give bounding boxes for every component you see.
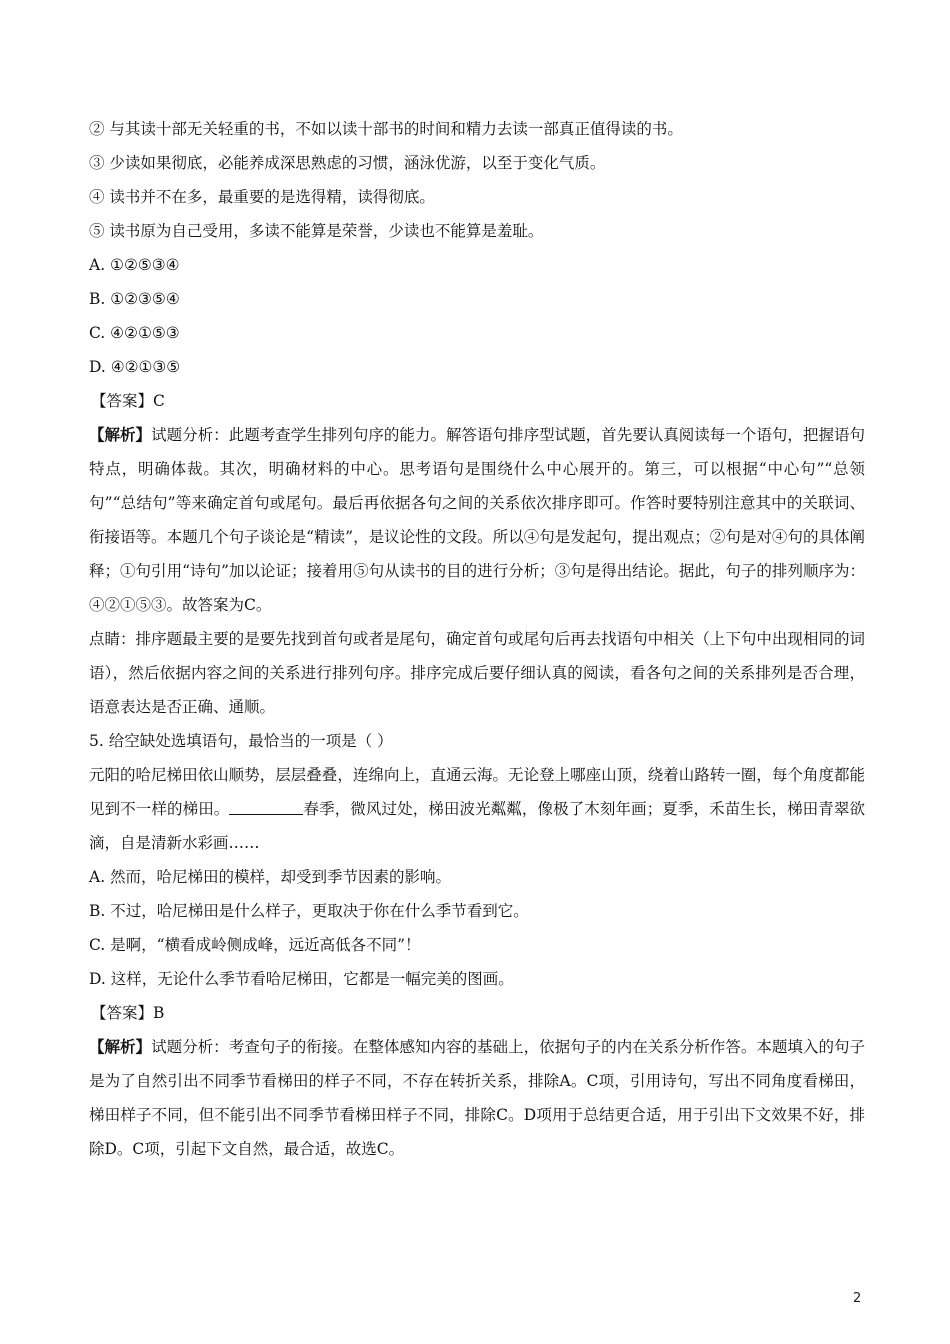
q5-option-c: C. 是啊，“横看成岭侧成峰，远近高低各不同”！	[89, 936, 421, 954]
q5-passage-after: 春季，微风过处，梯田波光粼粼，像极了木刻年画；夏季，禾苗生长，梯田青翠欲滴，自是清新水彩画……	[89, 800, 865, 852]
sentence-3: ③ 少读如果彻底，必能养成深思熟虑的习惯，涵泳优游，以至于变化气质。	[89, 154, 606, 172]
q5-analysis-text: 试题分析：考查句子的衔接。在整体感知内容的基础上，依据句子的内在关系分析作答。本题填入的句子是为了自然引出不同季节看梯田的样子不同，不存在转折关系，排除A。C项，引用诗句，写出不同角度看梯田，梯田样子不同，但不能引出不同季节看梯田样子不同，排除C。D项用于总结更合适，用于引出下文效果不好，排除D。C项，引起下文自然，最合适，故选C。	[89, 1038, 865, 1158]
q4-tip: 点睛：排序题最主要的是要先找到首句或者是尾句，确定首句或尾句后再去找语句中相关（上下句中出现相同的词语），然后依据内容之间的关系进行排列句序。排序完成后要仔细认真的阅读，看各句之间的关系排列是否合理，语意表达是否正确、通顺。	[89, 630, 865, 716]
q5-analysis-label: 【解析】	[89, 1037, 152, 1056]
q5-analysis	[89, 1030, 865, 1166]
q5-option-a: A. 然而，哈尼梯田的模样，却受到季节因素的影响。	[89, 868, 452, 886]
q5-stem: 5. 给空缺处选填语句，最恰当的一项是（ ）	[89, 732, 393, 750]
q5-passage	[89, 758, 865, 860]
q4-option-d: D. ④②①③⑤	[89, 358, 181, 376]
sentence-4: ④ 读书并不在多，最重要的是选得精，读得彻底。	[89, 188, 435, 206]
q4-option-c: C. ④②①⑤③	[89, 324, 180, 342]
q5-option-b: B. 不过，哈尼梯田是什么样子，更取决于你在什么季节看到它。	[89, 902, 529, 920]
sentence-5: ⑤ 读书原为自己受用，多读不能算是荣誉，少读也不能算是羞耻。	[89, 222, 544, 240]
q4-analysis-label: 【解析】	[89, 425, 152, 444]
q4-option-b: B. ①②③⑤④	[89, 290, 180, 308]
q5-option-d: D. 这样，无论什么季节看哈尼梯田，它都是一幅完美的图画。	[89, 970, 514, 988]
q5-answer	[89, 996, 865, 1030]
document-page	[89, 112, 865, 1166]
q5-answer-label: 【答案】	[91, 1004, 154, 1022]
page-number: 2	[853, 1291, 862, 1306]
q4-answer-value: C	[153, 392, 165, 410]
q4-answer-label: 【答案】	[91, 392, 154, 410]
q4-analysis-text: 试题分析：此题考查学生排列句序的能力。解答语句排序型试题，首先要认真阅读每一个语句，把握语句特点，明确体裁。其次，明确材料的中心。思考语句是围绕什么中心展开的。第三，可以根据“中心句”“总领句”“总结句”等来确定首句或尾句。最后再依据各句之间的关系依次排序即可。作答时要特别注意其中的关联词、衔接语等。本题几个句子谈论是“精读”，是议论性的文段。所以④句是发起句，提出观点；②句是对④句的具体阐释；①句引用“诗句”加以论证；接着用⑤句从读书的目的进行分析；③句是得出结论。据此，句子的排列顺序为：④②①⑤③。故答案为C。	[89, 426, 865, 614]
q4-analysis	[89, 418, 865, 622]
q4-option-a: A. ①②⑤③④	[89, 256, 180, 274]
q5-passage-before: 元阳的哈尼梯田依山顺势，层层叠叠，连绵向上，直通云海。无论登上哪座山顶，绕着山路转一圈，每个角度都能见到不一样的梯田。	[89, 766, 865, 818]
fill-in-blank	[229, 798, 303, 815]
sentence-2: ② 与其读十部无关轻重的书，不如以读十部书的时间和精力去读一部真正值得读的书。	[89, 120, 683, 138]
q5-answer-value: B	[153, 1004, 165, 1022]
q4-answer	[89, 384, 865, 418]
